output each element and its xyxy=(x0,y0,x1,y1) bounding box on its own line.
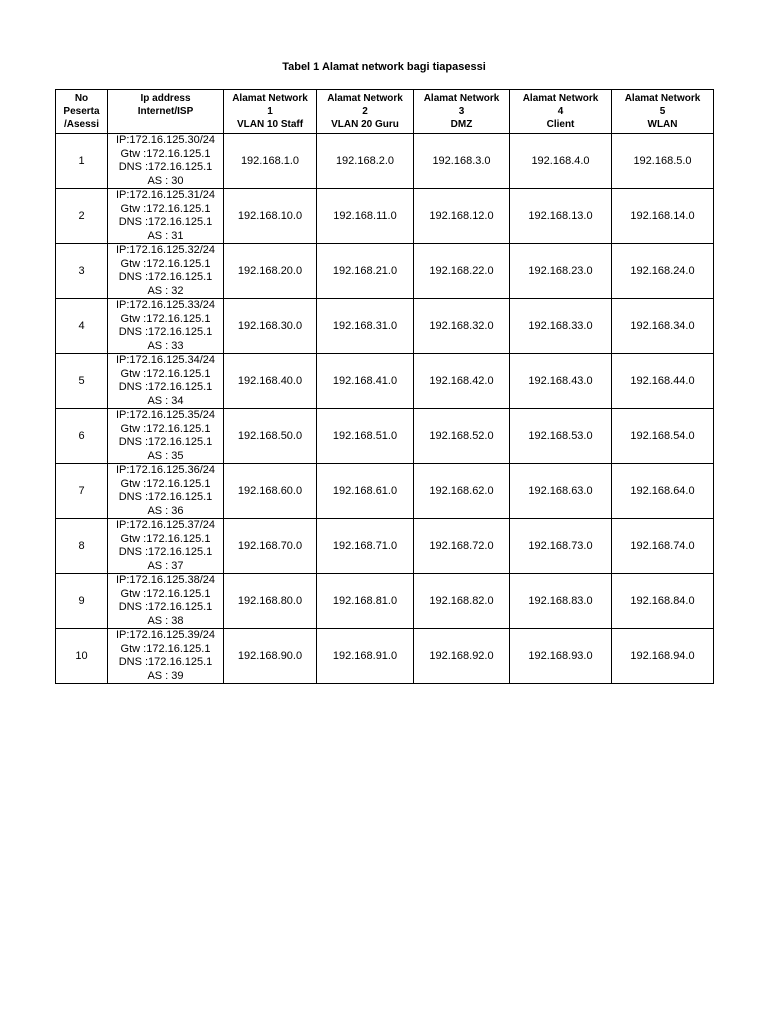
table-row xyxy=(56,409,714,464)
isp-address-cell xyxy=(108,134,224,189)
header-line: Alamat Network xyxy=(624,93,701,104)
as-number: AS : 38 xyxy=(147,614,184,627)
isp-address-cell xyxy=(108,244,224,299)
network-1-address: 192.168.50.0 xyxy=(224,409,317,464)
dns-address: DNS :172.16.125.1 xyxy=(118,656,213,668)
network-4-address: 192.168.53.0 xyxy=(510,409,612,464)
as-number: AS : 32 xyxy=(147,284,184,297)
table-header-row xyxy=(56,90,714,134)
ip-address: IP:172.16.125.32/24 xyxy=(115,244,216,256)
dns-address: DNS :172.16.125.1 xyxy=(118,381,213,393)
header-line: WLAN xyxy=(647,119,678,130)
network-2-address: 192.168.61.0 xyxy=(317,464,414,519)
as-number: AS : 34 xyxy=(147,394,184,407)
network-3-address: 192.168.22.0 xyxy=(414,244,510,299)
network-4-address: 192.168.13.0 xyxy=(510,189,612,244)
header-line: Internet/ISP xyxy=(137,106,194,117)
network-5-address: 192.168.54.0 xyxy=(612,409,714,464)
table-row xyxy=(56,244,714,299)
gateway-address: Gtw :172.16.125.1 xyxy=(120,422,211,435)
gateway-address: Gtw :172.16.125.1 xyxy=(120,642,211,655)
isp-address-cell xyxy=(108,519,224,574)
dns-address: DNS :172.16.125.1 xyxy=(118,216,213,228)
network-2-address: 192.168.31.0 xyxy=(317,299,414,354)
network-5-address: 192.168.24.0 xyxy=(612,244,714,299)
as-number: AS : 30 xyxy=(147,174,184,187)
network-4-address: 192.168.4.0 xyxy=(510,134,612,189)
participant-number: 3 xyxy=(56,244,108,299)
network-1-address: 192.168.80.0 xyxy=(224,574,317,629)
gateway-address: Gtw :172.16.125.1 xyxy=(120,312,211,325)
network-3-address: 192.168.72.0 xyxy=(414,519,510,574)
network-3-address: 192.168.32.0 xyxy=(414,299,510,354)
table-row xyxy=(56,134,714,189)
network-4-address: 192.168.83.0 xyxy=(510,574,612,629)
as-number: AS : 36 xyxy=(147,504,184,517)
network-4-address: 192.168.23.0 xyxy=(510,244,612,299)
network-3-address: 192.168.52.0 xyxy=(414,409,510,464)
dns-address: DNS :172.16.125.1 xyxy=(118,271,213,283)
table-row xyxy=(56,574,714,629)
participant-number: 10 xyxy=(56,629,108,684)
header-line: Alamat Network xyxy=(423,93,500,104)
network-3-address: 192.168.92.0 xyxy=(414,629,510,684)
network-2-address: 192.168.2.0 xyxy=(317,134,414,189)
network-5-address: 192.168.14.0 xyxy=(612,189,714,244)
as-number: AS : 35 xyxy=(147,449,184,462)
network-2-address: 192.168.21.0 xyxy=(317,244,414,299)
network-3-address: 192.168.62.0 xyxy=(414,464,510,519)
header-line: VLAN 20 Guru xyxy=(331,119,399,130)
header-line: 2 xyxy=(362,106,368,117)
table-row xyxy=(56,519,714,574)
ip-address: IP:172.16.125.31/24 xyxy=(115,189,216,201)
header-line: Peserta xyxy=(63,106,100,117)
network-5-address: 192.168.64.0 xyxy=(612,464,714,519)
ip-address: IP:172.16.125.34/24 xyxy=(115,354,216,366)
network-1-address: 192.168.30.0 xyxy=(224,299,317,354)
table-body xyxy=(56,134,714,684)
participant-number: 6 xyxy=(56,409,108,464)
participant-number: 2 xyxy=(56,189,108,244)
participant-number: 5 xyxy=(56,354,108,409)
header-line: /Asessi xyxy=(63,119,100,130)
as-number: AS : 39 xyxy=(147,669,184,682)
gateway-address: Gtw :172.16.125.1 xyxy=(120,587,211,600)
network-4-address: 192.168.33.0 xyxy=(510,299,612,354)
header-line: 3 xyxy=(458,106,465,117)
ip-address: IP:172.16.125.38/24 xyxy=(115,574,216,586)
header-network-1 xyxy=(224,90,317,134)
network-4-address: 192.168.63.0 xyxy=(510,464,612,519)
network-4-address: 192.168.73.0 xyxy=(510,519,612,574)
isp-address-cell xyxy=(108,464,224,519)
isp-address-cell xyxy=(108,629,224,684)
network-4-address: 192.168.43.0 xyxy=(510,354,612,409)
header-line: Ip address xyxy=(140,93,191,104)
participant-number: 1 xyxy=(56,134,108,189)
network-4-address: 192.168.93.0 xyxy=(510,629,612,684)
header-ip-address xyxy=(108,90,224,134)
isp-address-cell xyxy=(108,409,224,464)
table-row xyxy=(56,354,714,409)
dns-address: DNS :172.16.125.1 xyxy=(118,546,213,558)
network-5-address: 192.168.94.0 xyxy=(612,629,714,684)
ip-address: IP:172.16.125.39/24 xyxy=(115,629,216,641)
header-line: 4 xyxy=(557,106,564,117)
header-line: 5 xyxy=(659,106,666,117)
network-5-address: 192.168.5.0 xyxy=(612,134,714,189)
header-no-peserta xyxy=(56,90,108,134)
gateway-address: Gtw :172.16.125.1 xyxy=(120,532,211,545)
dns-address: DNS :172.16.125.1 xyxy=(118,491,213,503)
network-2-address: 192.168.71.0 xyxy=(317,519,414,574)
network-5-address: 192.168.74.0 xyxy=(612,519,714,574)
dns-address: DNS :172.16.125.1 xyxy=(118,326,213,338)
table-row xyxy=(56,299,714,354)
header-line: No xyxy=(74,93,89,104)
table-row xyxy=(56,464,714,519)
as-number: AS : 37 xyxy=(147,559,184,572)
table-row xyxy=(56,629,714,684)
network-1-address: 192.168.70.0 xyxy=(224,519,317,574)
participant-number: 8 xyxy=(56,519,108,574)
as-number: AS : 31 xyxy=(147,229,184,242)
network-5-address: 192.168.44.0 xyxy=(612,354,714,409)
network-1-address: 192.168.60.0 xyxy=(224,464,317,519)
isp-address-cell xyxy=(108,189,224,244)
gateway-address: Gtw :172.16.125.1 xyxy=(120,367,211,380)
network-3-address: 192.168.12.0 xyxy=(414,189,510,244)
header-line: Alamat Network xyxy=(522,93,599,104)
gateway-address: Gtw :172.16.125.1 xyxy=(120,477,211,490)
dns-address: DNS :172.16.125.1 xyxy=(118,161,213,173)
ip-address: IP:172.16.125.37/24 xyxy=(115,519,216,531)
network-3-address: 192.168.82.0 xyxy=(414,574,510,629)
as-number: AS : 33 xyxy=(147,339,184,352)
network-1-address: 192.168.20.0 xyxy=(224,244,317,299)
isp-address-cell xyxy=(108,354,224,409)
header-network-4 xyxy=(510,90,612,134)
network-2-address: 192.168.41.0 xyxy=(317,354,414,409)
header-network-5 xyxy=(612,90,714,134)
network-1-address: 192.168.10.0 xyxy=(224,189,317,244)
participant-number: 9 xyxy=(56,574,108,629)
header-line: 1 xyxy=(267,106,273,117)
table-row xyxy=(56,189,714,244)
network-3-address: 192.168.42.0 xyxy=(414,354,510,409)
header-network-3 xyxy=(414,90,510,134)
ip-address: IP:172.16.125.36/24 xyxy=(115,464,216,476)
network-2-address: 192.168.11.0 xyxy=(317,189,414,244)
table-caption: Tabel 1 Alamat network bagi tiapasessi xyxy=(282,61,486,73)
ip-address: IP:172.16.125.33/24 xyxy=(115,299,216,311)
header-line: Alamat Network xyxy=(232,93,308,104)
ip-address: IP:172.16.125.30/24 xyxy=(115,134,216,146)
network-5-address: 192.168.84.0 xyxy=(612,574,714,629)
gateway-address: Gtw :172.16.125.1 xyxy=(120,257,211,270)
network-1-address: 192.168.1.0 xyxy=(224,134,317,189)
network-1-address: 192.168.90.0 xyxy=(224,629,317,684)
gateway-address: Gtw :172.16.125.1 xyxy=(120,147,211,160)
participant-number: 4 xyxy=(56,299,108,354)
network-2-address: 192.168.91.0 xyxy=(317,629,414,684)
header-line: DMZ xyxy=(450,119,473,130)
isp-address-cell xyxy=(108,574,224,629)
network-1-address: 192.168.40.0 xyxy=(224,354,317,409)
dns-address: DNS :172.16.125.1 xyxy=(118,601,213,613)
network-2-address: 192.168.51.0 xyxy=(317,409,414,464)
network-address-table xyxy=(55,89,714,684)
header-line: VLAN 10 Staff xyxy=(236,119,304,130)
header-line: Client xyxy=(546,119,575,130)
participant-number: 7 xyxy=(56,464,108,519)
header-line: Alamat Network xyxy=(327,93,403,104)
gateway-address: Gtw :172.16.125.1 xyxy=(120,202,211,215)
ip-address: IP:172.16.125.35/24 xyxy=(115,409,216,421)
dns-address: DNS :172.16.125.1 xyxy=(118,436,213,448)
isp-address-cell xyxy=(108,299,224,354)
network-5-address: 192.168.34.0 xyxy=(612,299,714,354)
network-2-address: 192.168.81.0 xyxy=(317,574,414,629)
network-3-address: 192.168.3.0 xyxy=(414,134,510,189)
header-network-2 xyxy=(317,90,414,134)
